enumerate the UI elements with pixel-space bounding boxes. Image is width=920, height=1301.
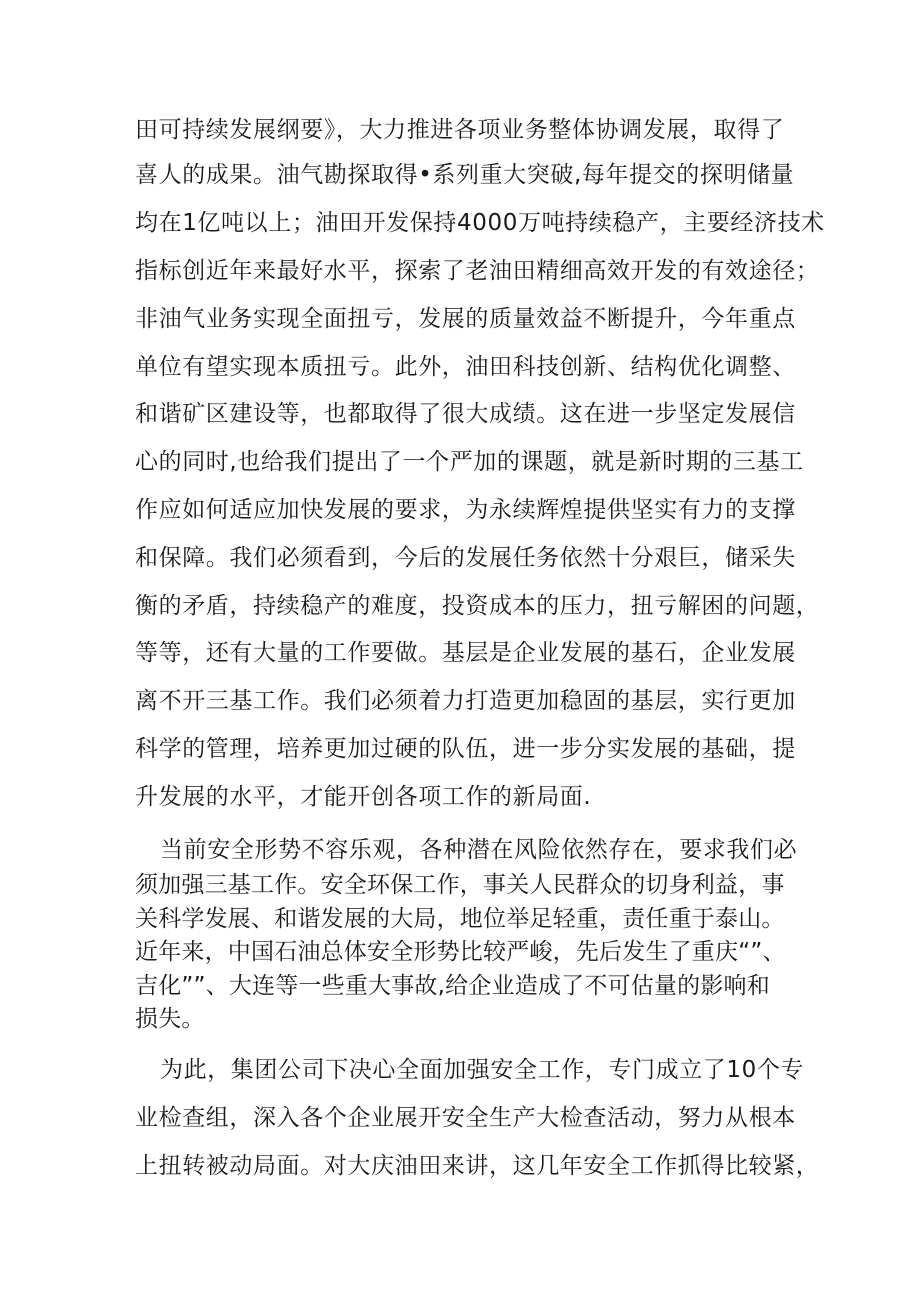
text-line: 单位有望实现本质扭亏。此外，油田科技创新、结构优化调整、	[135, 354, 796, 380]
text-line: 上扭转被动局面。对大庆油田来讲，这几年安全工作抓得比较紧，	[135, 1153, 820, 1179]
text-line: 升发展的水平，才能开创各项工作的新局面.	[135, 784, 592, 810]
text-line: 心的同时,也给我们提出了一个严加的课题，就是新时期的三基工	[135, 449, 804, 475]
text-line: 吉化””、大连等一些重大事故,给企业造成了不可估量的影响和	[135, 973, 770, 999]
text-line: 均在1亿吨以上；油田开发保持4000万吨持续稳产，主要经济技术	[135, 210, 825, 236]
text-line: 指标创近年来最好水平，探索了老油田精细高效开发的有效途径；	[135, 258, 820, 284]
text-line: 关科学发展、和谐发展的大局，地位举足轻重，责任重于泰山。	[135, 906, 785, 932]
text-line: 业检查组，深入各个企业展开安全生产大检查活动，努力从根本	[135, 1105, 796, 1131]
text-line: 科学的管理，培养更加过硬的队伍，进一步分实发展的基础，提	[135, 736, 796, 762]
text-line: 非油气业务实现全面扭亏，发展的质量效益不断提升，今年重点	[135, 306, 796, 332]
text-line: 喜人的成果。油气勘探取得•系列重大突破,每年提交的探明储量	[135, 162, 795, 188]
text-line: 和保障。我们必须看到，今后的发展任务依然十分艰巨，储采失	[135, 545, 796, 571]
text-line: 损失。	[135, 1006, 205, 1032]
text-line: 衡的矛盾，持续稳产的难度，投资成本的压力，扭亏解困的问题，	[135, 593, 820, 619]
text-line: 离不开三基工作。我们必须着力打造更加稳固的基层，实行更加	[135, 688, 796, 714]
text-line: 等等，还有大量的工作要做。基层是企业发展的基石，企业发展	[135, 640, 796, 666]
text-line: 当前安全形势不容乐观，各种潜在风险依然存在，要求我们必	[160, 837, 798, 863]
text-line: 田可持续发展纲要》，大力推进各项业务整体协调发展，取得了	[135, 117, 785, 143]
text-line: 为此，集团公司下决心全面加强安全工作，专门成立了10个专	[160, 1057, 805, 1083]
text-line: 近年来，中国石油总体安全形势比较严峻，先后发生了重庆“”、	[135, 939, 786, 965]
text-line: 须加强三基工作。安全环保工作，事关人民群众的切身利益，事	[135, 872, 785, 898]
text-line: 作应如何适应加快发展的要求，为永续辉煌提供坚实有力的支撑	[135, 497, 796, 523]
text-line: 和谐矿区建设等，也都取得了很大成绩。这在进一步坚定发展信	[135, 401, 796, 427]
